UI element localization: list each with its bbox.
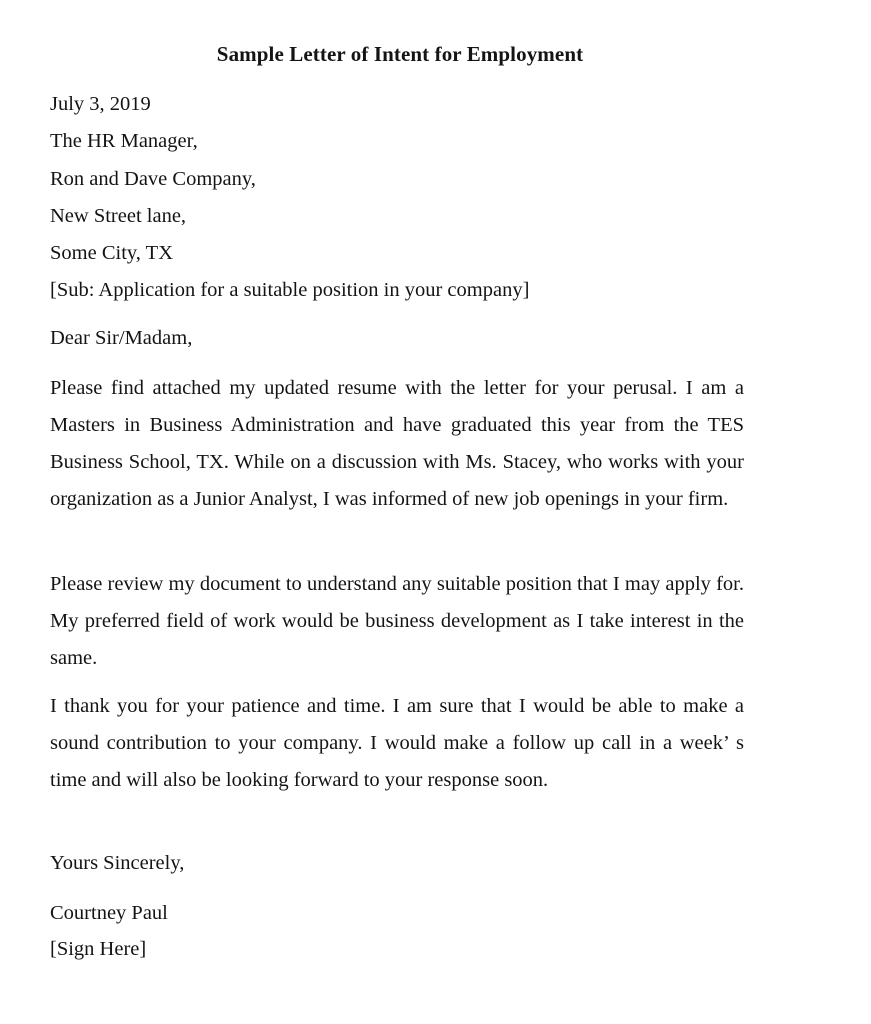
recipient-line-2: Ron and Dave Company, (50, 168, 256, 190)
recipient-line-1: The HR Manager, (50, 130, 198, 152)
signature-placeholder: [Sign Here] (50, 938, 147, 960)
body-paragraph-3: I thank you for your patience and time. I am sure that I would be able to make a sound contribution to your company. I would make a follow up call in a week’ s time and will also be looking forward to your response soon. (50, 695, 744, 791)
letter-date: July 3, 2019 (50, 93, 151, 115)
salutation: Dear Sir/Madam, (50, 327, 193, 349)
recipient-line-3: New Street lane, (50, 205, 187, 227)
closing: Yours Sincerely, (50, 852, 185, 874)
signer-name: Courtney Paul (50, 902, 168, 924)
subject-line: [Sub: Application for a suitable position in your company] (50, 279, 530, 301)
recipient-line-4: Some City, TX (50, 242, 174, 264)
body-paragraph-1: Please find attached my updated resume with the letter for your perusal. I am a Masters in Business Administration and have graduated this year from the TES Business School, TX. While on a discussion with Ms. Stacey, who works with your organization as a Junior Analyst, I was informed of new job openings in your firm. (50, 377, 744, 510)
body-paragraph-2: Please review my document to understand any suitable position that I may apply for. My preferred field of work would be business development as I take interest in the same. (50, 573, 744, 669)
document-title: Sample Letter of Intent for Employment (216, 42, 584, 66)
